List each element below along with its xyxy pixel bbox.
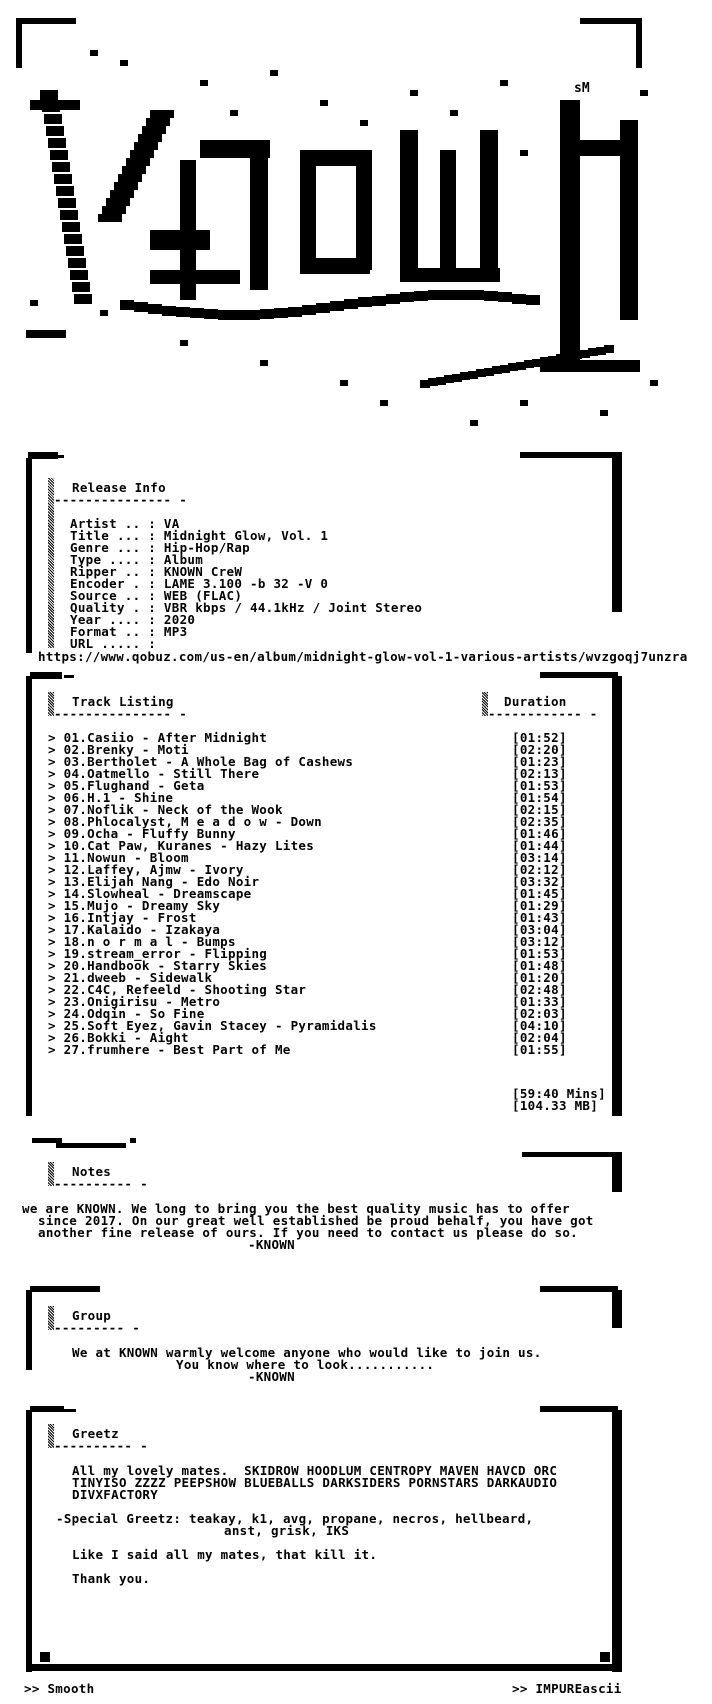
track-title: 05.Flughand - Geta — [63, 778, 205, 793]
duration-heading: Duration — [504, 694, 567, 709]
release-field-label: Format .. : — [70, 624, 157, 639]
release-field-label: Type .... : — [70, 552, 157, 567]
track-bullet-icon: > — [48, 1006, 64, 1021]
release-field-value: LAME 3.100 -b 32 -V 0 — [156, 576, 329, 591]
track-bullet-icon: > — [48, 934, 64, 949]
track-listing-heading: Track Listing — [72, 694, 174, 709]
release-field-value: KNOWN CreW — [156, 564, 243, 579]
track-title: 20.Handbook - Starry Skies — [63, 958, 268, 973]
greetz-line-1: All my lovely mates. SKIDROW HOODLUM CENTROPY MAVEN HAVCD ORC — [72, 1463, 558, 1478]
logo-tag: sM — [574, 81, 590, 96]
group-signature: -KNOWN — [248, 1369, 295, 1384]
greetz-heading: Greetz — [72, 1426, 119, 1441]
known-ascii-logo — [0, 0, 712, 450]
track-duration: [01:53] — [512, 946, 567, 961]
track-title: 10.Cat Paw, Kuranes - Hazy Lites — [63, 838, 315, 853]
track-title: 18.n o r m a l - Bumps — [63, 934, 236, 949]
greetz-special-1: -Special Greetz: teakay, k1, avg, propane, necros, hellbeard, — [56, 1511, 534, 1526]
notes-line-1: we are KNOWN. We long to bring you the best quality music has to offer — [22, 1201, 570, 1216]
track-title: 23.Onigirisu - Metro — [63, 994, 221, 1009]
track-bullet-icon: > — [48, 922, 64, 937]
track-title: 17.Kalaido - Izakaya — [63, 922, 221, 937]
track-bullet-icon: > — [48, 862, 64, 877]
track-duration: [01:48] — [512, 958, 567, 973]
group-line-1: We at KNOWN warmly welcome anyone who would like to join us. — [72, 1345, 542, 1360]
track-duration: [01:55] — [512, 1042, 567, 1057]
track-duration: [01:46] — [512, 826, 567, 841]
release-field-value: 2020 — [156, 612, 196, 627]
track-duration: [02:12] — [512, 862, 567, 877]
release-field-label: Source .. : — [70, 588, 157, 603]
track-bullet-icon: > — [48, 946, 64, 961]
release-field-label: Year .... : — [70, 612, 157, 627]
track-bullet-icon: > — [48, 970, 64, 985]
greetz-special-2: anst, grisk, IKS — [224, 1523, 350, 1538]
track-bullet-icon: > — [48, 1042, 64, 1057]
total-size: [104.33 MB] — [512, 1098, 599, 1113]
track-bullet-icon: > — [48, 874, 64, 889]
release-field-value: Midnight Glow, Vol. 1 — [156, 528, 329, 543]
track-duration: [02:15] — [512, 802, 567, 817]
track-bullet-icon: > — [48, 778, 64, 793]
track-bullet-icon: > — [48, 1030, 64, 1045]
track-bullet-icon: > — [48, 802, 64, 817]
release-field-label: Genre ... : — [70, 540, 157, 555]
track-title: 21.dweeb - Sidewalk — [63, 970, 213, 985]
track-title: 04.Oatmello - Still There — [63, 766, 260, 781]
track-duration: [01:44] — [512, 838, 567, 853]
track-duration: [01:54] — [512, 790, 567, 805]
track-duration: [02:48] — [512, 982, 567, 997]
track-bullet-icon: > — [48, 958, 64, 973]
track-list — [48, 732, 608, 1056]
track-title: 26.Bokki - Aight — [63, 1030, 189, 1045]
track-duration: [03:32] — [512, 874, 567, 889]
track-bullet-icon: > — [48, 838, 64, 853]
track-duration: [02:13] — [512, 766, 567, 781]
group-heading: Group — [72, 1308, 112, 1323]
total-time: [59:40 Mins] — [512, 1086, 606, 1101]
track-duration: [01:52] — [512, 730, 567, 745]
release-field-label: Title ... : — [70, 528, 157, 543]
track-title: 09.Ocha - Fluffy Bunny — [63, 826, 236, 841]
track-bullet-icon: > — [48, 994, 64, 1009]
release-field-value: MP3 — [156, 624, 188, 639]
track-bullet-icon: > — [48, 790, 64, 805]
track-title: 27.frumhere - Best Part of Me — [63, 1042, 291, 1057]
release-field-label: Encoder . : — [70, 576, 157, 591]
track-bullet-icon: > — [48, 742, 64, 757]
release-field-label: Artist .. : — [70, 516, 157, 531]
notes-line-3: another fine release of ours. If you need to contact us please do so. — [38, 1225, 578, 1240]
track-title: 13.Elijah Nang - Edo Noir — [63, 874, 260, 889]
greetz-thanks: Thank you. — [72, 1571, 151, 1586]
release-field-label: Ripper .. : — [70, 564, 157, 579]
track-title: 02.Brenky - Moti — [63, 742, 189, 757]
track-bullet-icon: > — [48, 730, 64, 745]
track-bullet-icon: > — [48, 754, 64, 769]
track-duration: [01:20] — [512, 970, 567, 985]
track-duration: [02:03] — [512, 1006, 567, 1021]
track-duration: [02:20] — [512, 742, 567, 757]
track-bullet-icon: > — [48, 1018, 64, 1033]
track-title: 15.Mujo - Dreamy Sky — [63, 898, 221, 913]
track-title: 24.Odqin - So Fine — [63, 1006, 205, 1021]
greetz-line-3: DIVXFACTORY — [72, 1487, 159, 1502]
track-title: 22.C4C, Refeeld - Shooting Star — [63, 982, 307, 997]
track-title: 14.Slowheal - Dreamscape — [63, 886, 252, 901]
track-bullet-icon: > — [48, 886, 64, 901]
release-field-label: URL ..... : — [70, 636, 157, 651]
track-bullet-icon: > — [48, 814, 64, 829]
group-line-2: You know where to look........... — [176, 1357, 435, 1372]
track-duration: [04:10] — [512, 1018, 567, 1033]
track-duration: [01:53] — [512, 778, 567, 793]
track-title: 16.Intjay - Frost — [63, 910, 197, 925]
track-duration: [01:29] — [512, 898, 567, 913]
release-field-value: VA — [156, 516, 180, 531]
greetz-line-2: TINYISO ZZZZ PEEPSHOW BLUEBALLS DARKSIDERS PORNSTARS DARKAUDIO — [72, 1475, 558, 1490]
notes-signature: -KNOWN — [248, 1237, 295, 1252]
track-duration: [01:33] — [512, 994, 567, 1009]
track-duration: [01:23] — [512, 754, 567, 769]
footer-right-credit: >> IMPUREascii — [512, 1681, 622, 1696]
greetz-line-mates: Like I said all my mates, that kill it. — [72, 1547, 378, 1562]
track-title: 19.stream_error - Flipping — [63, 946, 268, 961]
release-field-value: VBR kbps / 44.1kHz / Joint Stereo — [156, 600, 423, 615]
track-bullet-icon: > — [48, 982, 64, 997]
track-title: 08.Phlocalyst, M e a d o w - Down — [63, 814, 322, 829]
track-bullet-icon: > — [48, 826, 64, 841]
track-title: 12.Laffey, Ajmw - Ivory — [63, 862, 244, 877]
track-duration: [01:43] — [512, 910, 567, 925]
release-info-heading: Release Info — [72, 480, 166, 495]
track-duration: [02:04] — [512, 1030, 567, 1045]
release-url: https://www.qobuz.com/us-en/album/midnight-glow-vol-1-various-artists/wvzgoqj7unzra — [38, 649, 688, 664]
footer-left-credit: >> Smooth — [24, 1681, 95, 1696]
track-duration: [03:14] — [512, 850, 567, 865]
track-title: 03.Bertholet - A Whole Bag of Cashews — [63, 754, 354, 769]
notes-line-2: since 2017. On our great well established be proud behalf, you have got — [38, 1213, 594, 1228]
track-title: 06.H.1 - Shine — [63, 790, 174, 805]
track-title: 07.Noflik - Neck of the Wook — [63, 802, 283, 817]
track-title: 01.Casiio - After Midnight — [63, 730, 268, 745]
track-title: 25.Soft Eyez, Gavin Stacey - Pyramidalis — [63, 1018, 377, 1033]
notes-heading: Notes — [72, 1164, 112, 1179]
release-field-value: WEB (FLAC) — [156, 588, 243, 603]
release-field-value: Album — [156, 552, 204, 567]
track-bullet-icon: > — [48, 766, 64, 781]
track-bullet-icon: > — [48, 898, 64, 913]
track-bullet-icon: > — [48, 910, 64, 925]
track-title: 11.Nowun - Bloom — [63, 850, 189, 865]
release-info-fields — [70, 518, 422, 650]
release-field-value: Hip-Hop/Rap — [156, 540, 251, 555]
track-bullet-icon: > — [48, 850, 64, 865]
release-field-label: Quality . : — [70, 600, 157, 615]
track-duration: [03:12] — [512, 934, 567, 949]
track-duration: [02:35] — [512, 814, 567, 829]
track-row — [48, 1044, 608, 1056]
track-duration: [01:45] — [512, 886, 567, 901]
track-duration: [03:04] — [512, 922, 567, 937]
